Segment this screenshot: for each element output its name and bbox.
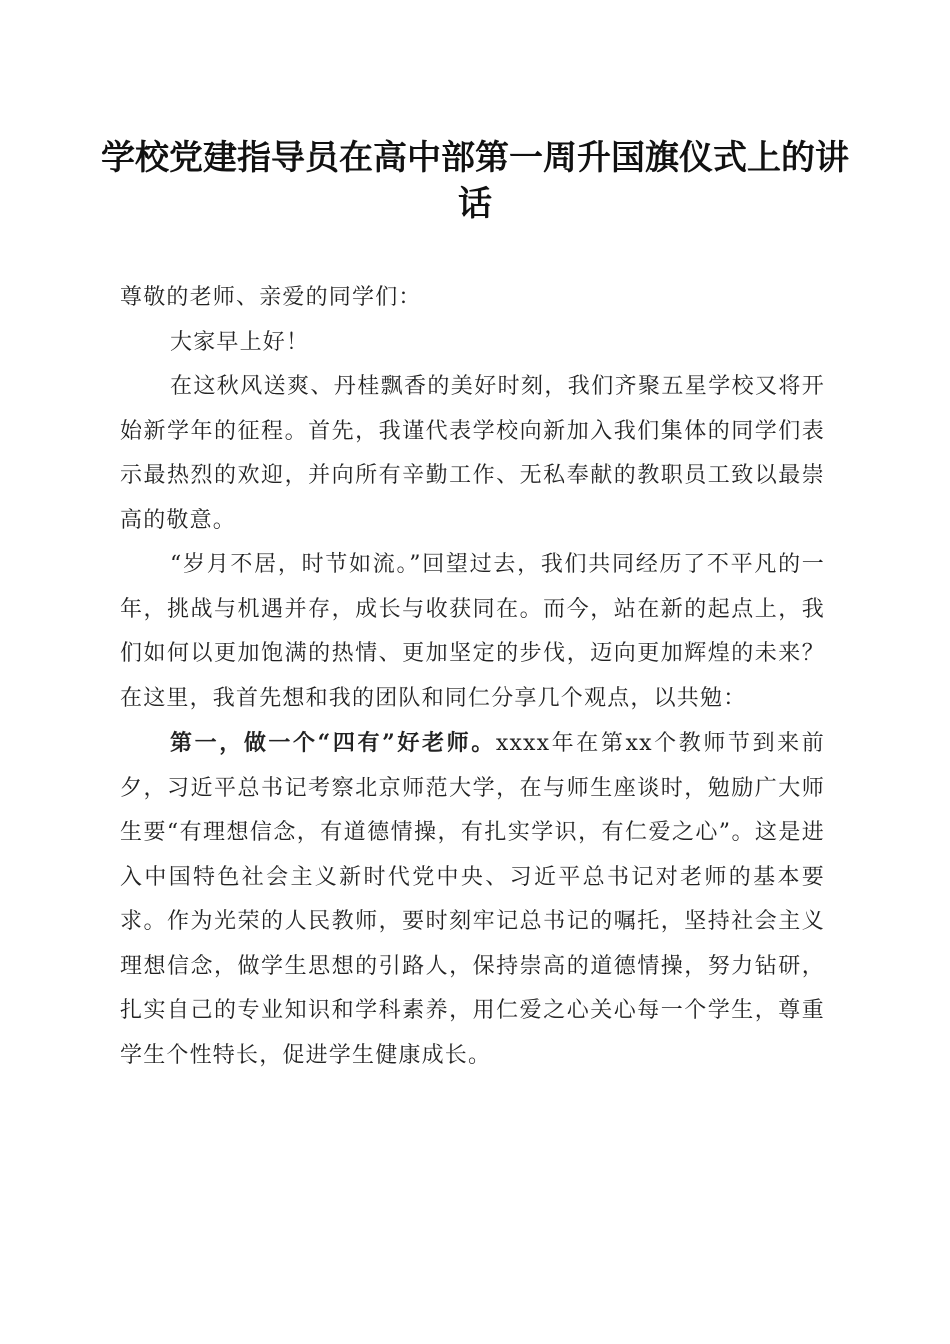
- document-body: [120, 276, 825, 1078]
- point-one-text: xxxx年在第xx个教师节到来前夕，习近平总书记考察北京师范大学，在与师生座谈时，勉励广大师生要“有理想信念，有道德情操，有扎实学识，有仁爱之心”。这是进入中国特色社会主义新时代党中央、习近平总书记对老师的基本要求。作为光荣的人民教师，要时刻牢记总书记的嘱托，坚持社会主义理想信念，做学生思想的引路人，保持崇高的道德情操，努力钻研，扎实自己的专业知识和学科素养，用仁爱之心关心每一个学生，尊重学生个性特长，促进学生健康成长。: [120, 731, 825, 1068]
- point-one-heading: 第一，做一个“四有”好老师。: [170, 730, 496, 756]
- paragraph-point-one: [120, 721, 825, 1078]
- document-title: 学校党建指导员在高中部第一周升国旗仪式上的讲话: [101, 138, 849, 224]
- salutation: 尊敬的老师、亲爱的同学们：: [120, 285, 422, 310]
- paragraph-2: “岁月不居，时节如流。”回望过去，我们共同经历了不平凡的一年，挑战与机遇并存，成长与收获同在。而今，站在新的起点上，我们如何以更加饱满的热情、更加坚定的步伐，迈向更加辉煌的未来？在这里，我首先想和我的团队和同仁分享几个观点，以共勉：: [120, 552, 825, 711]
- paragraph-1: 在这秋风送爽、丹桂飘香的美好时刻，我们齐聚五星学校又将开始新学年的征程。首先，我谨代表学校向新加入我们集体的同学们表示最热烈的欢迎，并向所有辛勤工作、无私奉献的教职员工致以最崇高的敬意。: [120, 374, 825, 533]
- greeting: 大家早上好！: [170, 329, 310, 355]
